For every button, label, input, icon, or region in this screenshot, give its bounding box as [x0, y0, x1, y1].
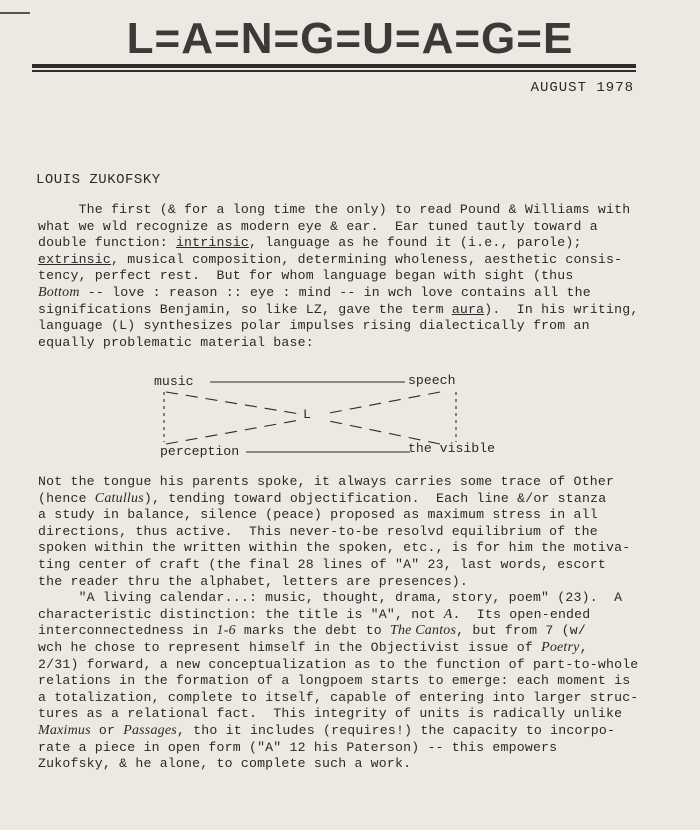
underlined-term: aura [451, 301, 485, 317]
diagram-label-perception: perception [160, 444, 240, 459]
text-line: significations Benjamin, so like LZ, gave the term [38, 301, 452, 317]
text-line: what we wld recognize as modern eye & ear. Ear tuned tautly toward a [38, 218, 598, 234]
underlined-term: intrinsic [175, 235, 249, 251]
diagram-label-speech: speech [408, 373, 456, 388]
text-line: equally problematic material base: [38, 334, 314, 350]
text-line: 2/31) forward, a new conceptualization as to the function of part-to-whole [38, 656, 639, 672]
underlined-term: extrinsic [38, 251, 112, 267]
text-line: The first (& for a long time the only) to read Pound & Williams with [38, 202, 631, 217]
line-music-center [166, 392, 300, 414]
text-line: tency, perfect rest. But for whom language began with sight (thus [38, 268, 574, 284]
text-line: double function: [38, 235, 176, 251]
italic-title: A [443, 606, 453, 622]
italic-title: Passages [123, 722, 177, 738]
article-author: LOUIS ZUKOFSKY [36, 172, 161, 188]
text-line: interconnectedness in [38, 623, 217, 639]
diagram-label-visible: the visible [408, 441, 496, 456]
text-line: -- love : reason :: eye : mind -- in wch love contains all the [79, 284, 591, 300]
text-line: . Its open-ended [452, 606, 591, 622]
diagram-label-center: L [303, 407, 311, 422]
line-perception-center [166, 420, 300, 444]
italic-title: Poetry [541, 639, 580, 655]
text-line: ting center of craft (the final 28 lines of "A" 23, last words, escort [38, 556, 606, 572]
text-line: , [579, 639, 588, 655]
text-line: characteristic distinction: the title is "A", not [38, 606, 444, 622]
text-line: "A living calendar...: music, thought, drama, story, poem" (23). A [38, 590, 623, 606]
italic-title: Maximus [38, 722, 91, 738]
text-line: tures as a relational fact. This integrity of units is radically unlike [38, 706, 623, 722]
masthead-rule-thick [32, 64, 636, 68]
text-line: wch he chose to represent himself in the Objectivist issue of [38, 639, 542, 655]
italic-title: Bottom [38, 284, 80, 300]
text-line: Not the tongue his parents spoke, it always carries some trace of Other [38, 474, 615, 489]
text-line: language (L) synthesizes polar impulses rising dialectically from an [38, 318, 590, 334]
text-line: Zukofsky, & he alone, to complete such a work. [38, 756, 412, 772]
masthead-title: L=A=N=G=U=A=G=E [126, 14, 574, 63]
text-line: ), tending toward objectification. Each line &/or stanza [143, 490, 607, 506]
text-line: the reader thru the alphabet, letters are presences). [38, 573, 469, 589]
masthead-rule-thin [32, 70, 636, 72]
italic-title: 1-6 [216, 623, 236, 639]
text-line: marks the debt to [235, 623, 390, 639]
italic-title: Catullus [94, 490, 144, 506]
text-line: spoken within the written within the spoken, etc., is for him the motiva- [38, 540, 631, 556]
text-line: , language as he found it (i.e., parole); [248, 235, 582, 251]
paragraph-1 [38, 202, 658, 351]
line-speech-center [324, 392, 440, 414]
italic-title: The Cantos [389, 623, 457, 639]
text-line: rate a piece in open form ("A" 12 his Paterson) -- this empowers [38, 739, 558, 755]
text-line: a totalization, complete to itself, capable of entering into larger struc- [38, 689, 639, 705]
text-line: relations in the formation of a longpoem starts to emerge: each moment is [38, 673, 631, 689]
text-line: a study in balance, silence (peace) proposed as maximum stress in all [38, 507, 598, 523]
diagram-label-music: music [154, 374, 194, 389]
text-line: directions, thus active. This never-to-be resolvd equilibrium of the [38, 523, 598, 539]
paragraph-2 [38, 474, 658, 773]
text-line: , tho it includes (requires!) the capacity to incorpo- [176, 722, 616, 738]
issue-date: AUGUST 1978 [530, 80, 634, 96]
text-line: , musical composition, determining wholeness, aesthetic consis- [111, 251, 623, 267]
dialectic-diagram [140, 370, 520, 462]
text-line: ). In his writing, [484, 301, 639, 317]
text-line: , but from 7 (w/ [456, 623, 586, 639]
text-line: (hence [38, 490, 95, 506]
text-line: or [90, 722, 124, 738]
